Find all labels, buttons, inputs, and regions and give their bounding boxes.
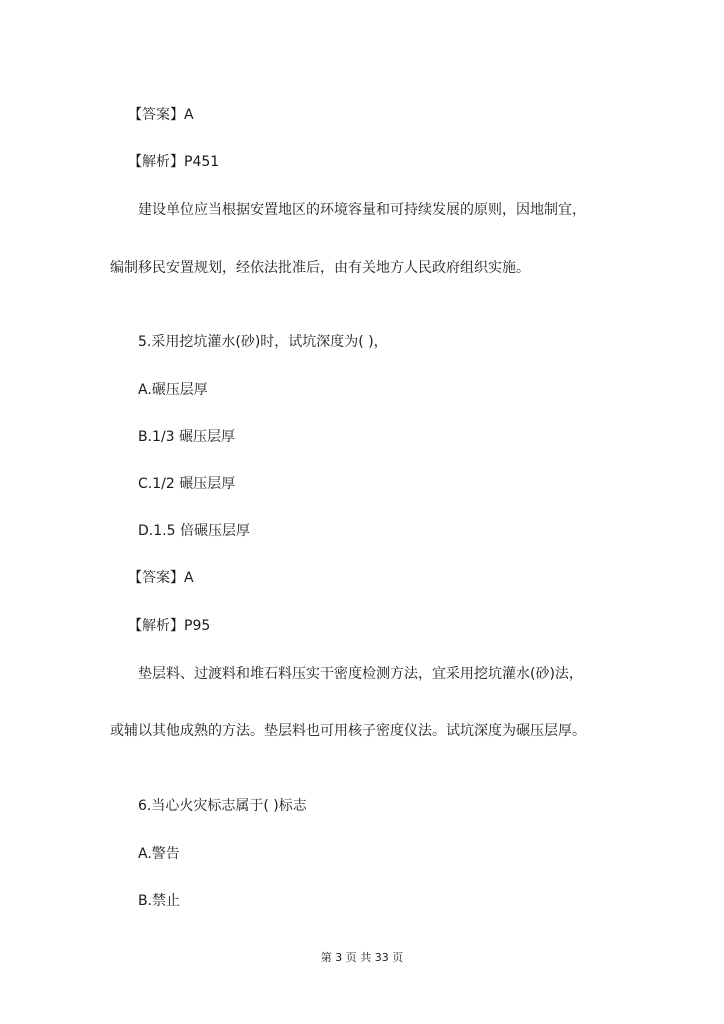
analysis-text-5b: 或辅以其他成熟的方法。垫层料也可用核子密度仪法。试坑深度为碾压层厚。 (110, 723, 586, 739)
option-5c: C.1/2 碾压层厚 (138, 476, 236, 492)
question-5: 5.采用挖坑灌水(砂)时，试坑深度为( )， (138, 334, 388, 350)
question-6: 6.当心火灾标志属于( )标志 (138, 798, 307, 814)
option-6a: A.警告 (138, 846, 180, 862)
option-5b: B.1/3 碾压层厚 (138, 429, 236, 445)
option-5a: A.碾压层厚 (138, 382, 208, 398)
analysis-text-5a: 垫层料、过渡料和堆石料压实干密度检测方法，宜采用挖坑灌水(砂)法， (138, 666, 583, 682)
analysis-label-1: 【解析】P451 (128, 154, 220, 170)
answer-label-5: 【答案】A (128, 570, 194, 586)
analysis-label-5: 【解析】P95 (128, 618, 211, 634)
page-footer: 第 3 页 共 33 页 (320, 951, 404, 964)
analysis-text-1b: 编制移民安置规划，经依法批准后，由有关地方人民政府组织实施。 (110, 260, 530, 276)
option-6b: B.禁止 (138, 893, 181, 909)
option-5d: D.1.5 倍碾压层厚 (138, 523, 250, 539)
analysis-text-1a: 建设单位应当根据安置地区的环境容量和可持续发展的原则，因地制宜， (138, 202, 586, 218)
answer-label-1: 【答案】A (128, 107, 194, 123)
